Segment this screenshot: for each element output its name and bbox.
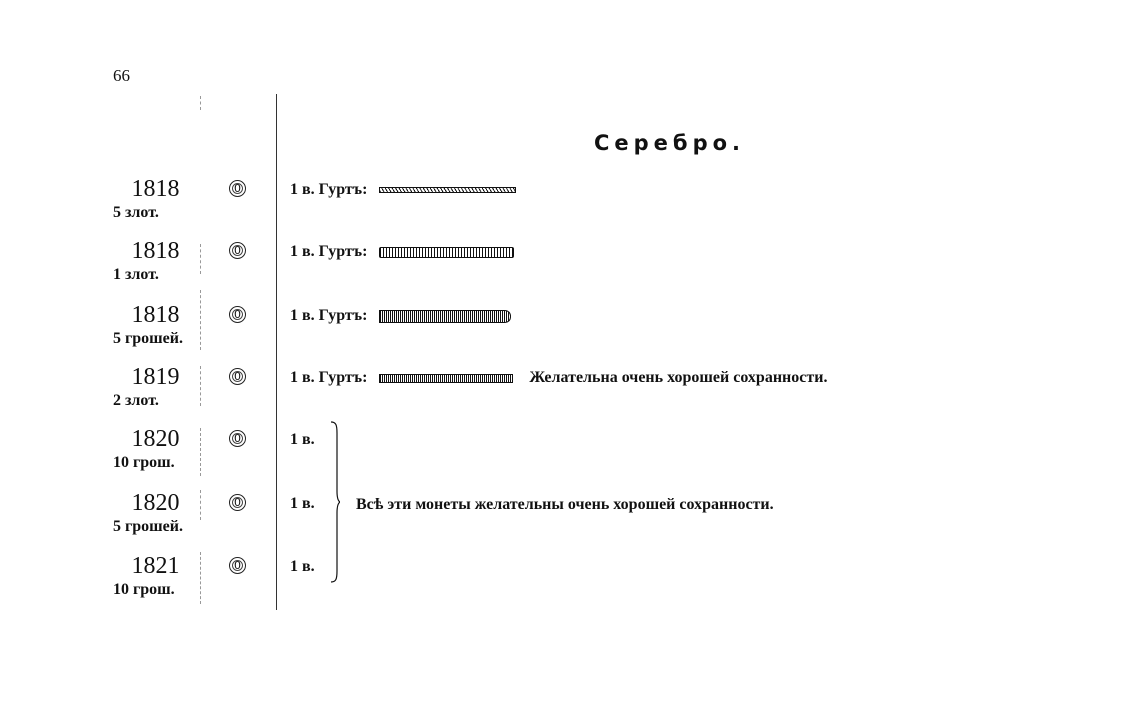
grade-label: 1 в. bbox=[290, 369, 315, 386]
edge-pattern-image bbox=[379, 187, 516, 193]
coin-row bbox=[0, 238, 1140, 298]
coin-denomination: 10 грош. bbox=[113, 581, 175, 598]
coin-denomination: 5 грошей. bbox=[113, 518, 183, 535]
edge-pattern-image bbox=[379, 310, 511, 323]
coin-year: 1818 bbox=[131, 302, 180, 328]
grade-label: 1 в. bbox=[290, 495, 315, 512]
edge-pattern-image bbox=[379, 374, 513, 383]
coin-row bbox=[0, 176, 1140, 236]
edge-label: Гуртъ: bbox=[318, 307, 368, 324]
rarity-mark: 0 bbox=[229, 306, 246, 323]
coin-description bbox=[290, 242, 522, 262]
group-note: Всѣ эти монеты желательны очень хорошей сохранности. bbox=[356, 496, 774, 513]
coin-row bbox=[0, 553, 1140, 613]
coin-year: 1818 bbox=[131, 238, 180, 264]
grade-label: 1 в. bbox=[290, 558, 315, 575]
coin-year: 1820 bbox=[131, 490, 180, 516]
coin-denomination: 5 злот. bbox=[113, 204, 159, 221]
coin-year: 1821 bbox=[131, 553, 180, 579]
rarity-mark: 0 bbox=[229, 430, 246, 447]
coin-denomination: 5 грошей. bbox=[113, 330, 183, 347]
grade-label: 1 в. bbox=[290, 181, 315, 198]
section-heading: Серебро. bbox=[594, 131, 746, 155]
coin-note: Желательна очень хорошей сохранности. bbox=[529, 369, 828, 386]
edge-pattern-image bbox=[379, 247, 514, 258]
coin-row bbox=[0, 364, 1140, 424]
coin-description bbox=[290, 494, 315, 514]
edge-label: Гуртъ: bbox=[318, 243, 368, 260]
page-number: 66 bbox=[113, 66, 130, 85]
coin-description bbox=[290, 306, 519, 326]
grade-label: 1 в. bbox=[290, 243, 315, 260]
coin-description bbox=[290, 557, 315, 577]
rarity-mark: 0 bbox=[229, 180, 246, 197]
coin-row bbox=[0, 302, 1140, 362]
rarity-mark: 0 bbox=[229, 242, 246, 259]
rarity-mark: 0 bbox=[229, 494, 246, 511]
coin-denomination: 2 злот. bbox=[113, 392, 159, 409]
coin-denomination: 1 злот. bbox=[113, 266, 159, 283]
rarity-mark: 0 bbox=[229, 368, 246, 385]
grouping-brace bbox=[330, 421, 340, 583]
grade-label: 1 в. bbox=[290, 431, 315, 448]
coin-description bbox=[290, 180, 524, 200]
coin-denomination: 10 грош. bbox=[113, 454, 175, 471]
coin-description bbox=[290, 368, 827, 388]
edge-label: Гуртъ: bbox=[318, 181, 368, 198]
column-dash bbox=[200, 96, 201, 110]
coin-year: 1818 bbox=[131, 176, 180, 202]
coin-row bbox=[0, 426, 1140, 486]
coin-year: 1819 bbox=[131, 364, 180, 390]
edge-label: Гуртъ: bbox=[318, 369, 368, 386]
rarity-mark: 0 bbox=[229, 557, 246, 574]
coin-description bbox=[290, 430, 315, 450]
coin-year: 1820 bbox=[131, 426, 180, 452]
grade-label: 1 в. bbox=[290, 307, 315, 324]
